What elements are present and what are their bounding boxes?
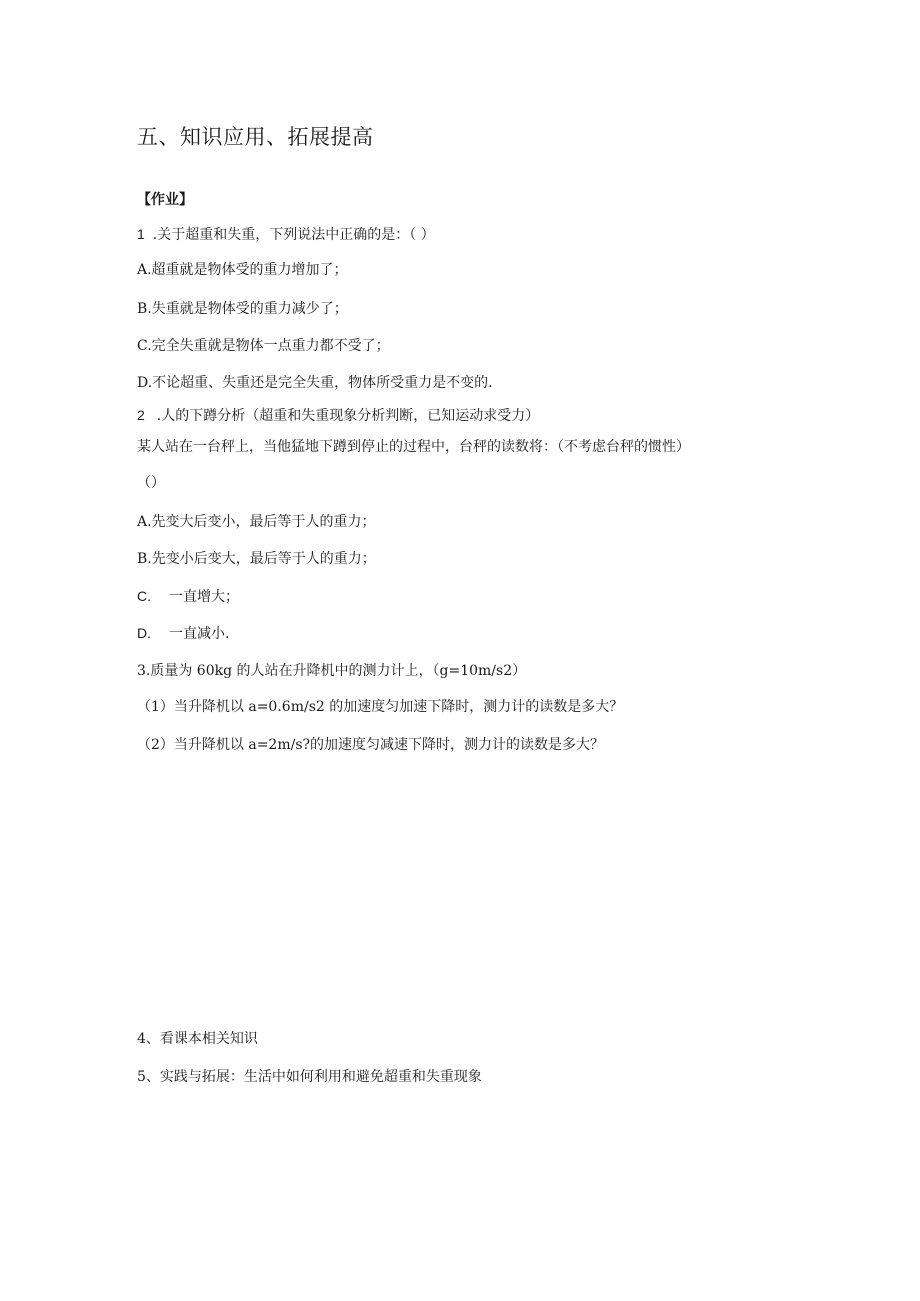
question-3-sub-2: （2）当升降机以 a=2m∕s?的加速度匀减速下降时，测力计的读数是多大？: [137, 737, 605, 753]
item-4: 4、看课本相关知识: [137, 1031, 258, 1047]
question-2-option-a: A.先变大后变小，最后等于人的重力；: [137, 514, 376, 530]
question-2-blank: （）: [137, 475, 165, 491]
question-1-option-b: B.失重就是物体受的重力减少了；: [137, 301, 348, 317]
question-2-option-b: B.先变小后变大，最后等于人的重力；: [137, 551, 376, 567]
question-1-number: 1: [137, 226, 145, 242]
question-2-option-c: [137, 587, 239, 606]
question-2-title-text: .人的下蹲分析（超重和失重现象分析判断，已知运动求受力）: [156, 408, 540, 424]
question-1-stem: [137, 225, 435, 244]
section-title: 五、知识应用、拓展提高: [137, 125, 374, 149]
question-2-option-c-letter: C.: [137, 588, 151, 604]
question-2-option-d: [137, 624, 229, 643]
item-5: 5、实践与拓展：生活中如何利用和避免超重和失重现象: [137, 1069, 482, 1085]
question-1-text: .关于超重和失重，下列说法中正确的是：（ ）: [152, 227, 435, 243]
question-2-option-c-text: 一直增大；: [169, 589, 239, 605]
question-3-stem: 3.质量为 60kg 的人站在升降机中的测力计上，（g=10m∕s2）: [137, 663, 527, 679]
question-2-option-d-letter: D.: [137, 625, 151, 641]
question-2-stem: 某人站在一台秤上，当他猛地下蹲到停止的过程中，台秤的读数将：（不考虑台秤的惯性）: [137, 439, 690, 455]
question-2-number: 2: [137, 407, 145, 423]
question-2-title: [137, 406, 539, 425]
question-2-option-d-text: 一直减小.: [169, 626, 230, 642]
question-3-sub-1: （1）当升降机以 a=0.6m∕s2 的加速度匀加速下降时，测力计的读数是多大？: [137, 699, 624, 715]
question-1-option-c: C.完全失重就是物体一点重力都不受了；: [137, 338, 390, 354]
question-1-option-a: A.超重就是物体受的重力增加了；: [137, 262, 348, 278]
question-1-option-d: D.不论超重、失重还是完全失重，物体所受重力是不变的.: [137, 375, 493, 391]
homework-label: 【作业】: [137, 192, 193, 208]
